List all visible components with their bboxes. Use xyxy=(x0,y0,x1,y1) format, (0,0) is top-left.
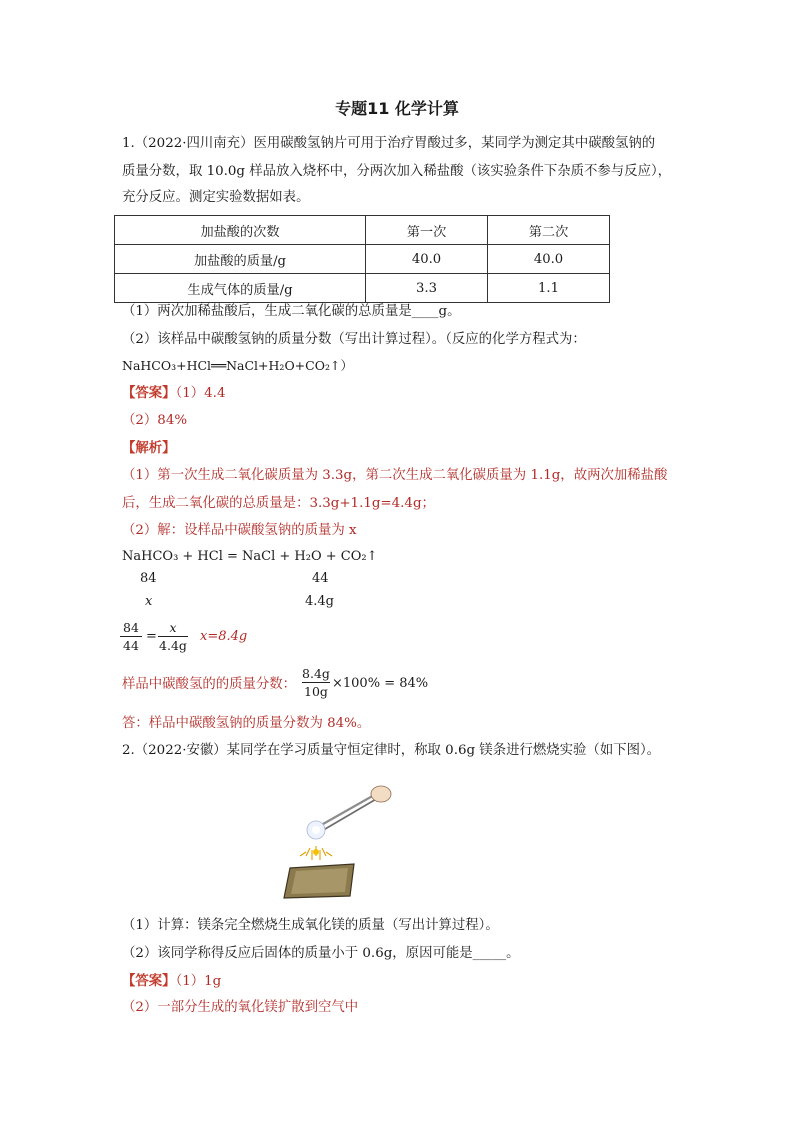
table-header-cell: 第二次 xyxy=(488,216,610,245)
answer-label: 【答案】 xyxy=(122,973,176,989)
fraction-denominator: 10g xyxy=(304,684,328,699)
table-cell: 加盐酸的质量/g xyxy=(115,245,366,274)
q1-answer-line xyxy=(122,383,225,404)
calc-44g: 4.4g xyxy=(305,594,334,609)
page-title: 专题11 化学计算 xyxy=(335,99,459,118)
q2-sub2: （2）该同学称得反应后固体的质量小于 0.6g，原因可能是_____。 xyxy=(122,946,520,961)
answer-1: （1）4.4 xyxy=(175,386,226,401)
analysis-2: （2）解：设样品中碳酸氢钠的质量为 x xyxy=(122,523,357,538)
mass-fraction-tail: ×100% = 84% xyxy=(332,676,429,691)
q1-stem-line1: 1.（2022·四川南充）医用碳酸氢钠片可用于治疗胃酸过多，某同学为测定其中碳酸氢钠的 xyxy=(122,136,656,151)
table-cell: 1.1 xyxy=(488,274,610,303)
q2-sub1: （1）计算：镁条完全燃烧生成氧化镁的质量（写出计算过程）。 xyxy=(122,918,499,933)
q1-stem-line3: 充分反应。测定实验数据如表。 xyxy=(122,190,310,205)
answer-label: 【答案】 xyxy=(122,385,176,401)
table-header-row xyxy=(115,216,610,245)
table-cell: 生成气体的质量/g xyxy=(115,274,366,303)
fraction-numerator: x xyxy=(169,620,177,635)
q1-stem-line2: 质量分数，取 10.0g 样品放入烧杯中，分两次加入稀盐酸（该实验条件下杂质不参与反应）， xyxy=(122,164,672,179)
fraction-numerator: 84 xyxy=(123,620,139,635)
q2-answer-line xyxy=(122,971,221,992)
fraction-denominator: 4.4g xyxy=(159,638,187,653)
q2-stem: 2.（2022·安徽）某同学在学习质量守恒定律时，称取 0.6g 镁条进行燃烧实验（如下图）。 xyxy=(122,743,661,758)
ratio-fraction-a xyxy=(120,620,142,653)
q1-data-table xyxy=(114,215,610,303)
ratio-equals: = xyxy=(146,629,157,644)
magnesium-burning-illustration xyxy=(282,780,392,904)
mass-fraction xyxy=(302,666,330,699)
analysis-1b: 后，生成二氧化碳的总质量是：3.3g+1.1g=4.4g； xyxy=(122,496,435,511)
calc-x: x xyxy=(145,594,153,609)
table-row xyxy=(115,245,610,274)
table-header-cell: 第一次 xyxy=(366,216,488,245)
q1-sub2: （2）该样品中碳酸氢钠的质量分数（写出计算过程）。（反应的化学方程式为： xyxy=(122,332,586,347)
table-cell: 40.0 xyxy=(488,245,610,274)
fraction-numerator: 8.4g xyxy=(302,666,330,681)
ratio-fraction-b xyxy=(158,620,188,653)
answer-2: （2）84% xyxy=(122,413,188,428)
calc-44: 44 xyxy=(312,571,329,586)
q1-sub1: （1）两次加稀盐酸后，生成二氧化碳的总质量是____g。 xyxy=(122,304,461,319)
analysis-label: 【解析】 xyxy=(122,440,176,456)
mass-fraction-label: 样品中碳酸氢的的质量分数： xyxy=(122,677,297,692)
calc-84: 84 xyxy=(140,571,157,586)
calc-equation: NaHCO₃ + HCl = NaCl + H₂O + CO₂↑ xyxy=(122,549,378,564)
result-x: x=8.4g xyxy=(200,629,248,644)
q1-equation: NaHCO₃+HCl══NaCl+H₂O+CO₂↑） xyxy=(122,358,353,373)
table-cell: 3.3 xyxy=(366,274,488,303)
table-row xyxy=(115,274,610,303)
analysis-1a: （1）第一次生成二氧化碳质量为 3.3g，第二次生成二氧化碳质量为 1.1g，故两次加稀盐酸 xyxy=(122,468,668,483)
final-answer: 答：样品中碳酸氢钠的质量分数为 84%。 xyxy=(122,716,371,731)
table-header-cell: 加盐酸的次数 xyxy=(115,216,366,245)
answer-1: （1）1g xyxy=(175,974,222,989)
answer-2: （2）一部分生成的氧化镁扩散到空气中 xyxy=(122,1000,359,1015)
fraction-denominator: 44 xyxy=(123,638,139,653)
table-cell: 40.0 xyxy=(366,245,488,274)
